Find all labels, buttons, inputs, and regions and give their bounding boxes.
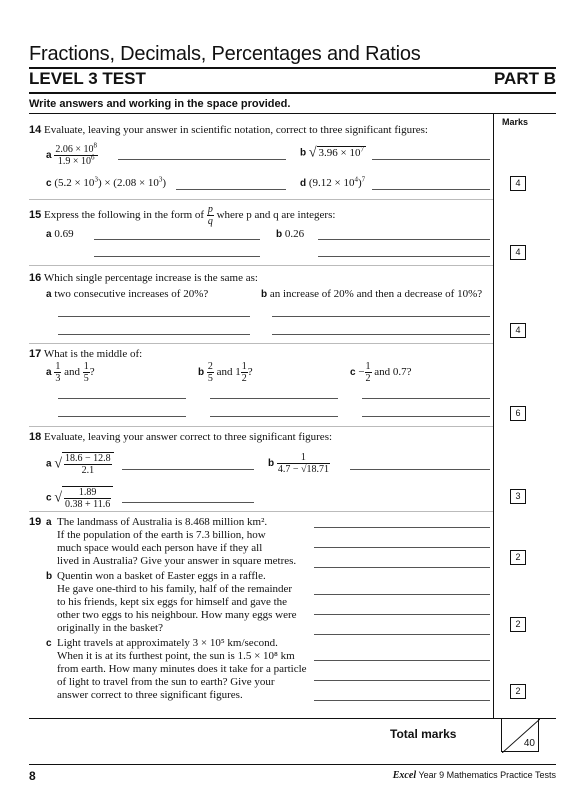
marks-box: 6 [510,406,526,421]
answer-line[interactable] [94,256,260,257]
answer-line[interactable] [372,189,490,190]
q19-part-b: Quentin won a basket of Easter eggs in a raffle. He gave one-third to his family, half of the remainder to his friends, kept six eggs for himself and gave the other two eggs to his neighbour. How many eggs were originally in the basket? [57,570,297,634]
q18-part-b: b $\frac{1}{4.7 - √18.71}$ [268,452,329,475]
answer-line[interactable] [350,469,490,470]
question-separator [29,426,493,427]
answer-line[interactable] [272,316,490,317]
q19-part-b-label: b [46,571,53,582]
answer-line[interactable] [210,416,338,417]
divider [29,92,556,94]
marks-box: 2 [510,550,526,565]
marks-box: 2 [510,617,526,632]
answer-line[interactable] [314,660,490,661]
q19-part-a-label: a [46,517,52,528]
q14-part-c: c $(5.2 \times 10^3) \times (2.08 \times 10^3)$ [46,175,167,189]
q17-part-c: c − $\frac{1}{2}$ and 0.7? [350,361,412,384]
answer-line[interactable] [314,547,490,548]
question-14: 14 Evaluate, leaving your answer in scientific notation, correct to three significant figures: [29,124,428,136]
answer-line[interactable] [314,614,490,615]
answer-line[interactable] [314,594,490,595]
answer-line[interactable] [318,239,490,240]
answer-line[interactable] [272,334,490,335]
q19-part-a: The landmass of Australia is 8.468 million km². If the population of the earth is 7.3 billion, how much space would each person have if they all lived in Australia? Give your answer in square metres. [57,516,297,567]
answer-line[interactable] [58,416,186,417]
total-marks-box [501,718,539,752]
q16-part-a: a two consecutive increases of 20%? [46,288,209,300]
part-heading: PART B [493,69,556,88]
marks-box: 3 [510,489,526,504]
total-marks-label: Total marks [390,727,457,741]
q17-part-b: b $\frac{2}{5}$ and 1 $\frac{1}{2}$ ? [198,361,253,384]
q15-part-b: b 0.26 [276,228,305,240]
answer-line[interactable] [94,239,260,240]
divider [29,113,556,114]
answer-line[interactable] [314,634,490,635]
question-separator [29,199,493,200]
q18-part-a: a √ $\frac{18.6 - 12.8}{2.1}$ [46,452,114,476]
answer-line[interactable] [362,416,490,417]
answer-line[interactable] [176,189,286,190]
answer-line[interactable] [58,398,186,399]
answer-line[interactable] [122,469,254,470]
q14-part-a: a $\frac{2.06 \times 10^8}{1.9 \times 10^6}$ [46,141,97,167]
question-18: 18 Evaluate, leaving your answer correct to three significant figures: [29,431,333,443]
answer-line[interactable] [58,334,250,335]
answer-line[interactable] [118,159,286,160]
answer-line[interactable] [210,398,338,399]
page-number: 8 [29,769,36,783]
question-17: 17 What is the middle of: [29,348,143,360]
question-19-number: 19 [29,516,42,528]
q18-part-c: c √ $\frac{1.89}{0.38 + 11.6}$ [46,486,113,510]
q15-part-a: a 0.69 [46,228,74,240]
marks-column-divider [493,113,494,718]
total-marks-value: 40 [523,738,535,749]
marks-box: 2 [510,684,526,699]
answer-line[interactable] [362,398,490,399]
q17-part-a: a $\frac{1}{3}$ and $\frac{1}{5}$ ? [46,361,95,384]
answer-line[interactable] [58,316,250,317]
q19-part-c: Light travels at approximately 3 × 10⁵ km/second. When it is at its furthest point, the sun is 1.5 × 10⁸ km from earth. How many minutes does it take for a particle of light to travel from the sun to earth? Give your answer correct to three significant figures. [57,637,307,701]
divider [29,718,556,719]
answer-line[interactable] [314,527,490,528]
marks-box: 4 [510,245,526,260]
question-separator [29,265,493,266]
level-heading: LEVEL 3 TEST [29,69,146,88]
marks-box: 4 [510,323,526,338]
q14-part-d: d $(9.12 \times 10^4)^7$ [300,175,366,189]
q19-part-c-label: c [46,638,52,649]
answer-line[interactable] [314,680,490,681]
question-16: 16 Which single percentage increase is the same as: [29,272,258,284]
question-separator [29,511,493,512]
question-15: 15 Express the following in the form of $\frac{p}{q}$ where p and q are integers: [29,204,336,227]
divider [29,764,556,765]
marks-box: 4 [510,176,526,191]
q16-part-b: b an increase of 20% and then a decrease of 10%? [261,288,483,300]
q14-part-b: b √ $3.96 \times 10^7$ [300,145,365,161]
marks-heading: Marks [502,117,529,127]
book-title: Excel Year 9 Mathematics Practice Tests [392,770,556,781]
page-title: Fractions, Decimals, Percentages and Ratios [29,43,421,65]
instruction-text: Write answers and working in the space provided. [29,98,291,110]
answer-line[interactable] [318,256,490,257]
answer-line[interactable] [122,502,254,503]
answer-line[interactable] [372,159,490,160]
question-separator [29,343,493,344]
answer-line[interactable] [314,567,490,568]
brand-name: Excel [392,770,417,781]
answer-line[interactable] [314,700,490,701]
